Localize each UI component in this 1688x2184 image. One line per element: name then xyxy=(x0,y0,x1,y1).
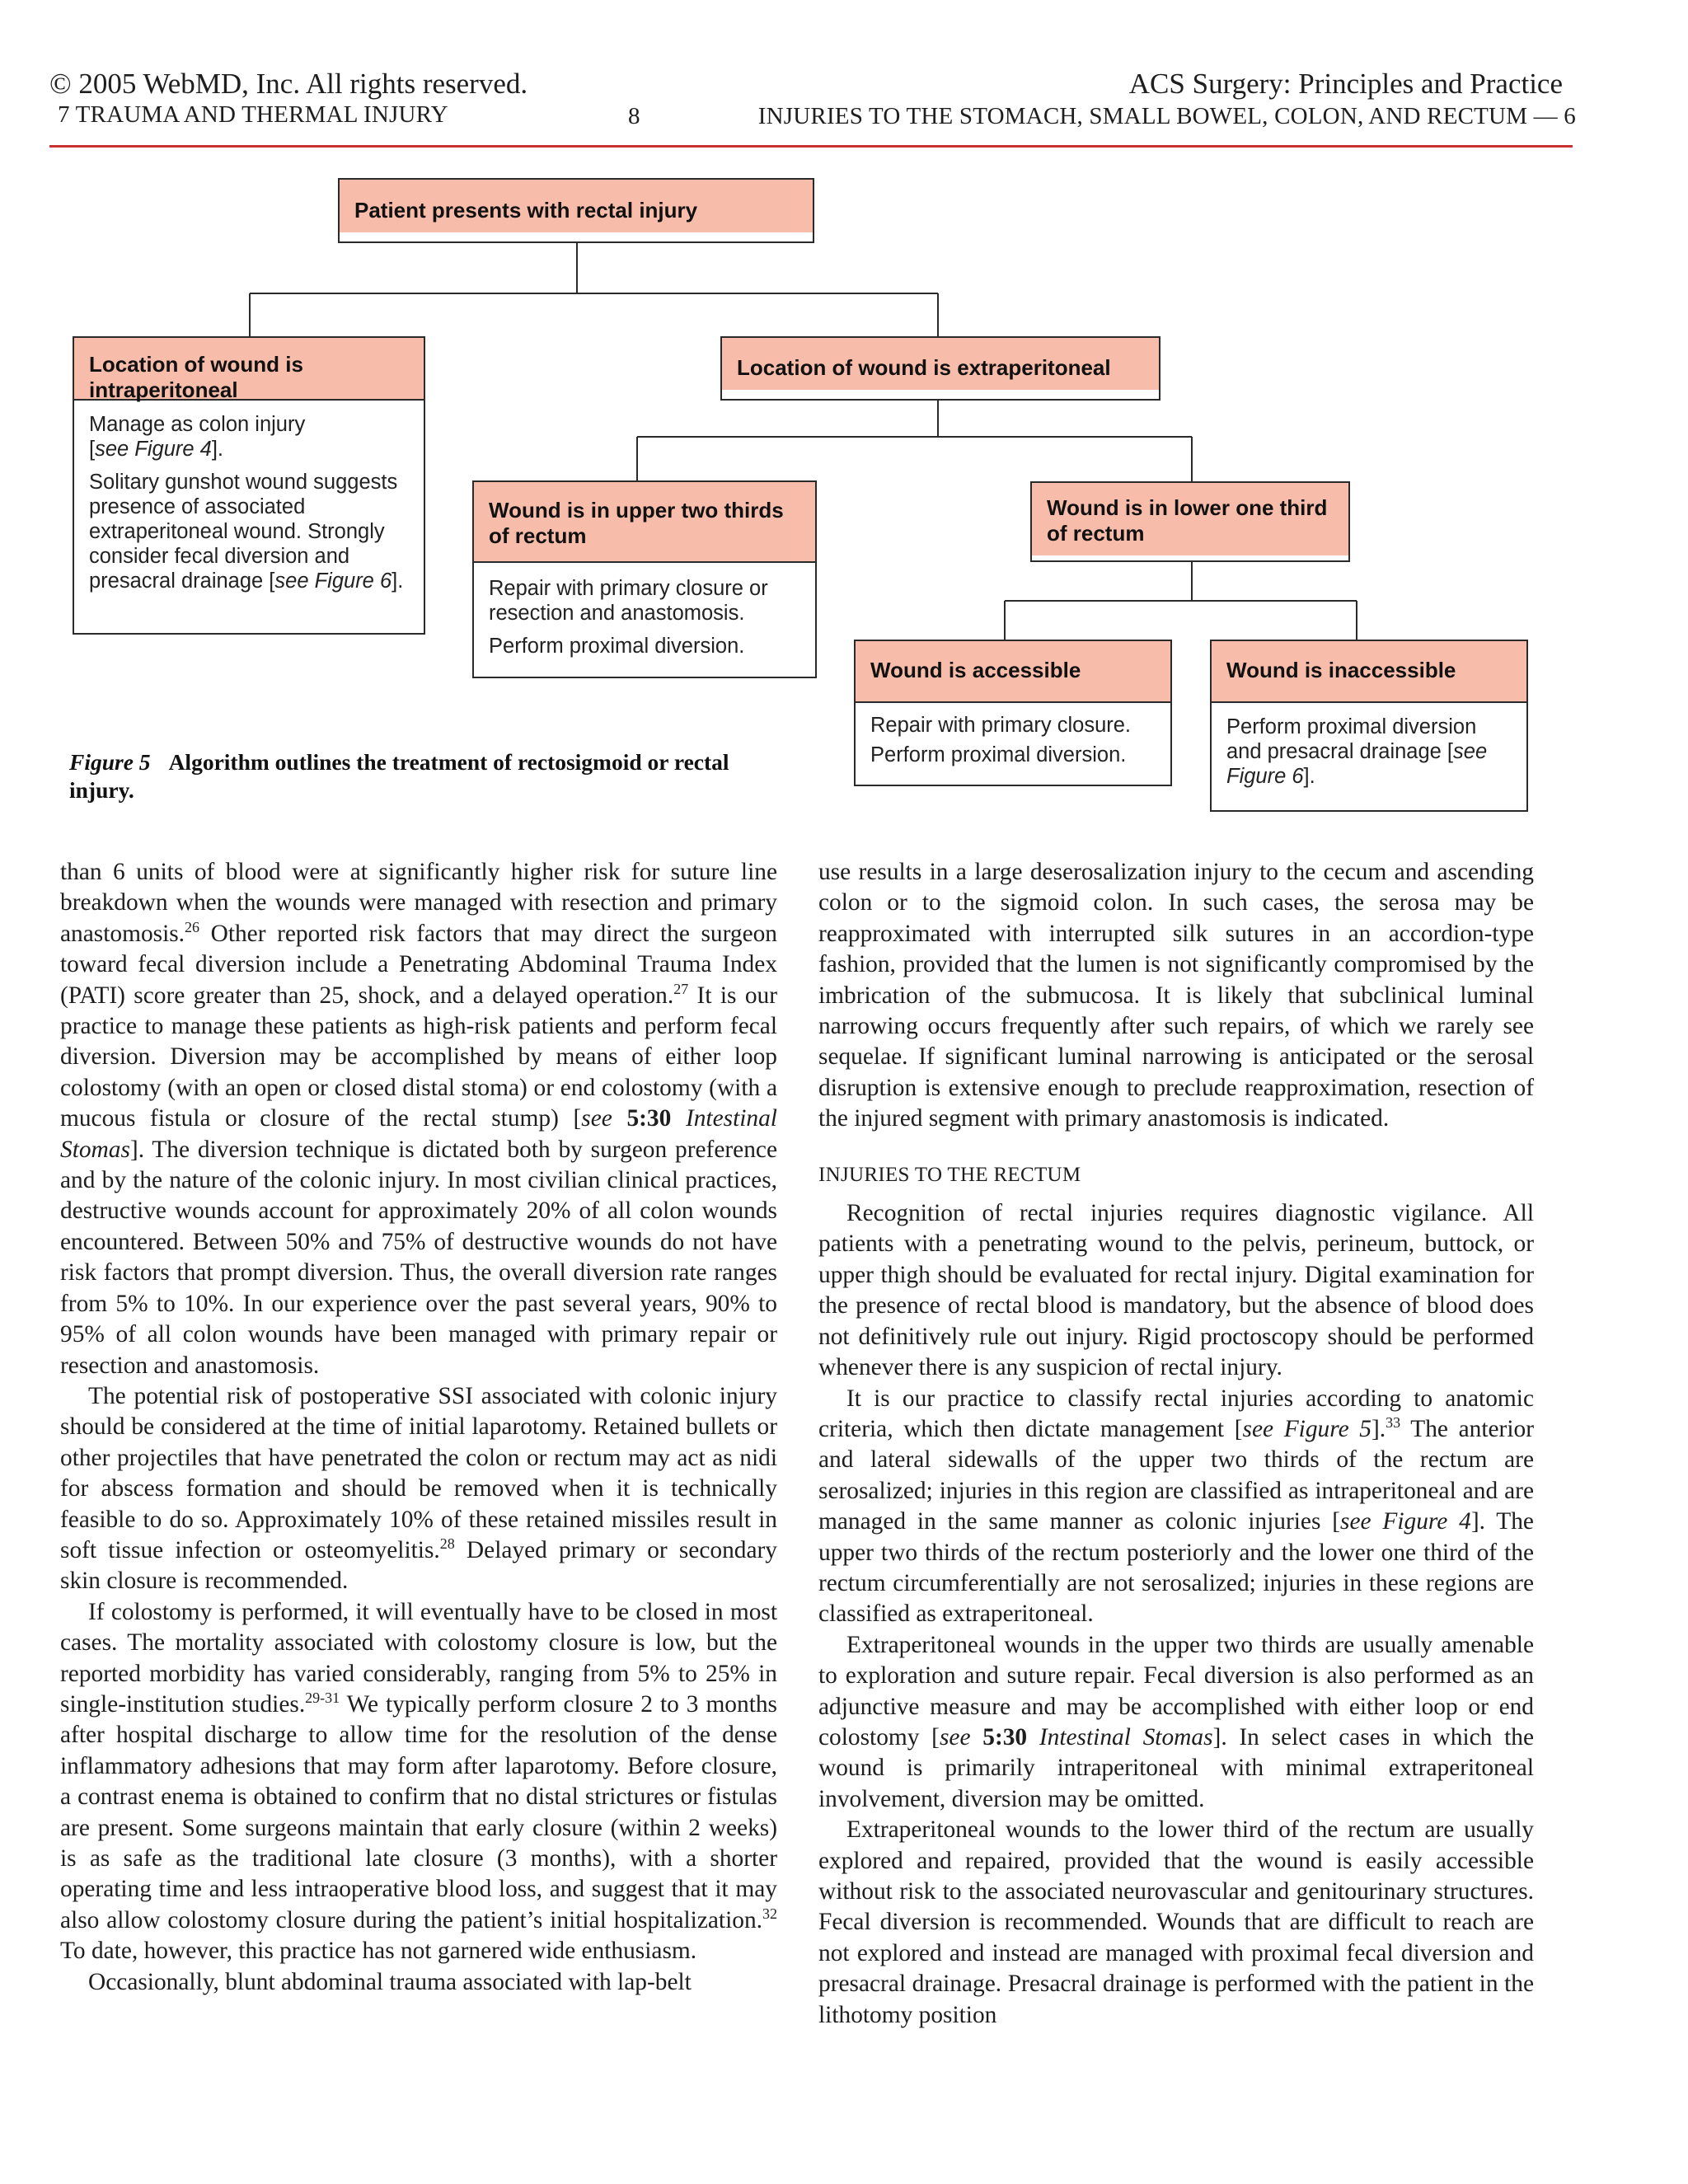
right-text-column xyxy=(818,857,1534,2031)
right-paragraph-3: It is our practice to classify rectal injuries according to anatomic criteria, which then dictate management [see Figure 5].$^{33}$ The anterior and lateral sidewalls of the upper two thirds of the rectum are serosalized; injuries in this region are classified as intraperitoneal and are managed in the same manner as colonic injuries [see Figure 4]. The upper two thirds of the rectum posteriorly and the lower one third of the rectum circumferentially are not serosalized; injuries in these regions are classified as extraperitoneal. xyxy=(818,1385,1534,1628)
upper-two-thirds-text-2: Perform proximal diversion. xyxy=(489,635,745,658)
extraperitoneal-box xyxy=(720,336,1160,401)
upper-two-thirds-box xyxy=(472,480,817,678)
lower-one-third-box xyxy=(1030,481,1350,562)
upper-two-thirds-body xyxy=(474,563,815,667)
section-number: 8 xyxy=(628,103,640,129)
intraperitoneal-text-1: Manage as colon injury [see Figure 4]. xyxy=(89,413,306,461)
ref-sup: 27 xyxy=(673,980,689,997)
right-paragraph-1: use results in a large deserosalization injury to the cecum and ascending colon or to the sigmoid colon. In such cases, the serosa may be reapproximated with interrupted silk sutures in an accordion-type fashion, provided that the lumen is not significantly compromised by the imbrication of the submucosa. It is likely that subclinical luminal narrowing occurs frequently after such repairs, of which we rarely see sequelae. If significant luminal narrowing is anticipated or the serosal disruption is extensive enough to preclude reapproximation, resection of the injured segment with primary anastomosis is indicated. xyxy=(818,859,1534,1132)
inaccessible-text: Perform proximal diversion and presacral drainage [see Figure 6]. xyxy=(1226,715,1488,788)
ref-sup: 28 xyxy=(439,1535,455,1553)
upper-two-thirds-title: Wound is in upper two thirds of rectum xyxy=(474,482,815,563)
left-text-column xyxy=(60,857,777,1998)
upper-two-thirds-text-1: Repair with primary closure or resection and anastomosis. xyxy=(489,577,768,625)
book-title: ACS Surgery: Principles and Practice xyxy=(1128,68,1563,100)
left-paragraph-2: The potential risk of postoperative SSI associated with colonic injury should be considered at the time of initial laparotomy. Retained bullets or other projectiles that have penetrated the colon or rectum may act as nidi for abscess formation and should be removed when it is technically feasible to do so. Approximately 10% of these retained missiles result in soft tissue infection or osteomyelitis.$^{28}$ Delayed primary or secondary skin closure is recommended. xyxy=(60,1382,777,1595)
section-heading: INJURIES TO THE RECTUM xyxy=(818,1163,1081,1186)
accessible-body xyxy=(856,703,1170,776)
figure-caption-text: Algorithm outlines the treatment of rectosigmoid or rectal injury. xyxy=(69,749,729,803)
copyright-notice: © 2005 WebMD, Inc. All rights reserved. xyxy=(49,68,528,100)
intraperitoneal-box xyxy=(73,336,425,635)
chapter-title: 7 TRAUMA AND THERMAL INJURY xyxy=(58,101,448,128)
accessible-box xyxy=(854,640,1172,786)
intraperitoneal-title: Location of wound is intraperitoneal xyxy=(74,338,424,401)
right-paragraph-2: Recognition of rectal injuries requires diagnostic vigilance. All patients with a penetrating wound to the pelvis, perineum, buttock, or upper thigh should be evaluated for rectal injury. Digital examination for the presence of rectal blood is mandatory, but the absence of blood does not definitively rule out injury. Rigid proctoscopy should be performed whenever there is any suspicion of rectal injury. xyxy=(818,1200,1534,1381)
intraperitoneal-text-2: Solitary gunshot wound suggests presence of associated extraperitoneal wound. Strongly consider fecal diversion and presacral drainage [see Figure 6]. xyxy=(89,471,404,593)
intraperitoneal-body xyxy=(74,401,424,602)
ref-sup: 29-31 xyxy=(305,1690,340,1707)
root-label: Patient presents with rectal injury xyxy=(340,180,813,232)
flowchart-root-box xyxy=(338,178,814,243)
right-paragraph-4: Extraperitoneal wounds in the upper two thirds are usually amenable to exploration and suture repair. Fecal diversion is also performed as an adjunctive measure and may be accomplished with either loop or end colostomy [see 5:30 Intestinal Stomas]. In select cases in which the wound is primarily intraperitoneal with minimal extraperitoneal involvement, diversion may be omitted. xyxy=(818,1631,1535,1812)
section-title: INJURIES TO THE STOMACH, SMALL BOWEL, COLON, AND RECTUM — 6 xyxy=(757,103,1576,129)
right-paragraph-5: Extraperitoneal wounds to the lower third of the rectum are usually explored and repaired, provided that the wound is easily accessible without risk to the associated neurovascular and genitourinary structures. Fecal diversion is recommended. Wounds that are difficult to reach are not explored and instead are managed with proximal fecal diversion and presacral drainage. Presacral drainage is performed with the patient in the lithotomy position xyxy=(818,1816,1534,2028)
left-paragraph-4: Occasionally, blunt abdominal trauma associated with lap-belt xyxy=(88,1968,692,1995)
inaccessible-title: Wound is inaccessible xyxy=(1212,641,1526,703)
accessible-text-1: Repair with primary closure. xyxy=(870,714,1132,737)
inaccessible-body xyxy=(1212,703,1526,797)
ref-sup: 32 xyxy=(762,1905,777,1923)
left-paragraph-1: than 6 units of blood were at significantly higher risk for suture line breakdown when the wounds were managed with resection and primary anastomosis.$^{26}$ Other reported risk factors that may direct the surgeon toward fecal diversion include a Penetrating Abdominal Trauma Index (PATI) score greater than 25, shock, and a delayed operation.$^{27}$ It is our practice to manage these patients as high-risk patients and perform fecal diversion. Diversion may be accomplished by means of either loop colostomy (with an open or closed distal stoma) or end colostomy (with a mucous fistula or closure of the rectal stump) [see 5:30 Intestinal Stomas]. The diversion technique is dictated both by surgeon preference and by the nature of the colonic injury. In most civilian clinical practices, destructive wounds account for approximately 20% of all colon wounds encountered. Between 50% and 75% of destructive wounds do not have risk factors that prompt diversion. Thus, the overall diversion rate ranges from 5% to 10%. In our experience over the past several years, 90% to 95% of all colon wounds have been managed with primary repair or resection and anastomosis. xyxy=(60,859,777,1379)
accessible-title: Wound is accessible xyxy=(856,641,1170,703)
lower-one-third-title: Wound is in lower one third of rectum xyxy=(1032,483,1348,555)
accessible-text-2: Perform proximal diversion. xyxy=(870,743,1127,766)
inaccessible-box xyxy=(1210,640,1528,812)
ref-sup: 33 xyxy=(1386,1414,1401,1432)
extraperitoneal-title: Location of wound is extraperitoneal xyxy=(722,338,1159,390)
ref-sup: 26 xyxy=(185,919,200,936)
figure-label: Figure 5 xyxy=(69,749,151,775)
left-paragraph-3: If colostomy is performed, it will eventually have to be closed in most cases. The mortality associated with colostomy closure is low, but the reported morbidity has varied considerably, ranging from 5% to 25% in single-institution studies.$^{29-31}$ We typically perform closure 2 to 3 months after hospital discharge to allow time for the resolution of the dense inflammatory adhesions that may form after laparotomy. Before closure, a contrast enema is obtained to confirm that no distal strictures or fistulas are present. Some surgeons maintain that early closure (within 2 weeks) is as safe as the traditional late closure (3 months), with a shorter operating time and less intraoperative blood loss, and suggest that it may also allow colostomy closure during the patient’s initial hospitalization.$^{32}$ To date, however, this practice has not garnered wide enthusiasm. xyxy=(60,1598,777,1965)
figure-caption xyxy=(69,748,778,804)
